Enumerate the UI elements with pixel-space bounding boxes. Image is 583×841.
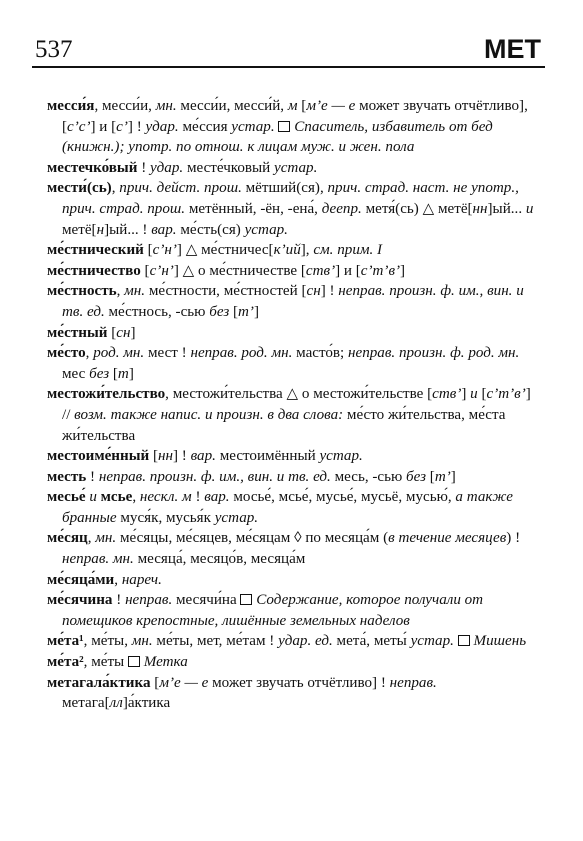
entry-text: муся́к, мусья́к — [116, 509, 215, 526]
grammatical-note: неправ. — [389, 674, 437, 691]
grammatical-note: нн — [472, 200, 488, 217]
dictionary-entry — [47, 261, 541, 282]
entry-text: [ — [150, 674, 160, 691]
headword: месье́ — [47, 489, 86, 506]
entry-text: ]ый... — [487, 200, 526, 217]
entry-text: ] — [253, 303, 259, 320]
grammatical-note: нн — [158, 448, 173, 465]
entry-text: ! — [86, 468, 99, 485]
dictionary-entry — [47, 178, 541, 240]
dictionary-entry — [47, 590, 541, 631]
grammatical-note: а также бранные — [62, 489, 513, 526]
entry-text: масто́в; — [292, 345, 349, 362]
entry-text: [ — [140, 262, 150, 279]
headword: ме́стность — [47, 283, 117, 300]
grammatical-note: удар. — [145, 118, 179, 135]
grammatical-note: мн. — [131, 633, 153, 650]
grammatical-note: неправ. мн. — [62, 551, 134, 568]
grammatical-note: неправ. произн. ф. род. мн. — [348, 345, 520, 362]
grammatical-note: с’т’в’ — [486, 386, 526, 403]
grammatical-note: устар. — [410, 633, 454, 650]
headword: ме́сяц — [47, 530, 88, 547]
grammatical-note: с’н’ — [152, 242, 177, 259]
entry-text: ме́ссия — [178, 118, 232, 135]
entry-text: ! — [191, 489, 205, 506]
grammatical-note: удар. — [150, 159, 184, 176]
grammatical-note: устар. — [319, 448, 363, 465]
headword: мсье — [100, 489, 133, 506]
entry-text: ме́ты, мет, ме́там ! — [152, 633, 279, 650]
headword: ме́та¹ — [47, 633, 84, 650]
grammatical-note: Содержание, которое получали от помещиков крепостные, лишённые земельных наделов — [62, 592, 484, 629]
headword: мести́(сь) — [47, 180, 112, 197]
entry-text: ) ! — [506, 530, 521, 547]
grammatical-note: без — [89, 365, 110, 382]
definition-box-icon — [458, 635, 470, 646]
definition-box-icon — [240, 594, 252, 605]
grammatical-note: мн. — [124, 283, 146, 300]
grammatical-note: ств’ — [305, 262, 336, 279]
entry-text: , местожи́тельства △ о местожи́тельстве [ — [165, 386, 433, 403]
entry-text: ме́сто жи́тельства, ме́ста жи́тельства — [62, 406, 506, 444]
grammatical-note: мн. — [95, 530, 117, 547]
grammatical-note: м’е — е — [306, 98, 356, 114]
entry-text: местоимённый — [215, 448, 320, 465]
entry-text: [ — [426, 468, 435, 485]
entry-text: [ — [107, 324, 117, 341]
entry-text: , — [85, 345, 94, 362]
grammatical-note: вар. — [204, 489, 230, 506]
entry-text: , — [111, 180, 120, 197]
entry-text: ! — [137, 159, 150, 176]
headword: ме́стнический — [47, 242, 144, 259]
entry-text: ме́сть(ся) — [176, 221, 245, 238]
headword: месси́я — [47, 98, 95, 114]
entry-text: ] — [400, 262, 406, 279]
headword: ме́сто — [47, 345, 86, 362]
entry-text: ме́стнось, -сью — [104, 303, 210, 320]
grammatical-note: сн — [306, 283, 321, 300]
entry-text: месь, -сью — [330, 468, 407, 485]
grammatical-note: устар. — [274, 159, 318, 176]
grammatical-note: с’т’в’ — [360, 262, 401, 279]
headword: метагала́ктика — [47, 674, 151, 691]
grammatical-note: устар. — [214, 509, 259, 526]
grammatical-note: нескл. м — [139, 489, 192, 506]
entry-text: мётший(ся), — [241, 180, 328, 197]
dictionary-entry — [47, 467, 541, 488]
entry-text: , ме́ты — [83, 654, 128, 671]
entry-text: ] — [130, 324, 136, 341]
dictionary-entry — [47, 281, 541, 322]
grammatical-note: т’ — [434, 468, 451, 485]
grammatical-note: н — [96, 221, 105, 238]
entry-text: , ме́ты, — [83, 633, 132, 650]
headword: ме́сячина — [47, 592, 113, 609]
dictionary-entry — [47, 528, 541, 569]
header-rule — [32, 66, 545, 68]
entry-text: ] △ ме́стничес[ — [176, 242, 274, 259]
grammatical-note: м — [287, 98, 298, 114]
entry-text: , месси́и, — [94, 98, 156, 114]
grammatical-note: неправ. произн. ф. им., вин. и тв. ед. — [62, 283, 524, 320]
grammatical-note: Мишень — [473, 633, 527, 650]
entry-text: ] — [450, 468, 456, 485]
grammatical-note: неправ. род. мн. — [190, 345, 293, 362]
dictionary-entry — [47, 570, 541, 591]
dictionary-entry — [47, 384, 541, 446]
grammatical-note: и — [470, 386, 478, 403]
grammatical-note: дееnр. — [321, 200, 362, 217]
entry-text: ме́стности, ме́стностей [ — [145, 283, 307, 300]
grammatical-note: вар. — [151, 221, 177, 238]
grammatical-note: с’ — [116, 118, 128, 135]
grammatical-note: в течение месяцев — [388, 530, 507, 547]
grammatical-note: прич. страд. наст. не употр., прич. страд. прош. — [62, 180, 519, 217]
grammatical-note: мн. — [155, 98, 177, 114]
entry-text: , — [114, 571, 122, 588]
grammatical-note: с’с’ — [67, 118, 91, 135]
entry-text: метё[ — [62, 221, 97, 238]
grammatical-note: к’ий — [273, 242, 301, 259]
entry-text: ме́сяцы, ме́сяцев, ме́сяцам ◊ по месяца́м ( — [116, 530, 389, 547]
entry-text: [ — [149, 448, 158, 465]
headword: ме́та² — [47, 654, 84, 671]
dictionary-entries — [47, 96, 541, 714]
entry-text: , — [87, 530, 96, 547]
grammatical-note: сн — [116, 324, 131, 341]
entry-text: ] — [461, 386, 471, 403]
entry-text: ] — [128, 365, 134, 382]
dictionary-entry — [47, 96, 541, 158]
headword: местожи́тельство — [47, 386, 166, 403]
entry-text: метя́(сь) △ метё[ — [361, 200, 473, 217]
grammatical-note: м’е — е — [159, 674, 209, 691]
grammatical-note: и — [89, 489, 97, 506]
entry-text: [ — [229, 303, 239, 320]
entry-text: [ — [143, 242, 153, 259]
headword: местоиме́нный — [47, 448, 150, 465]
grammatical-note: удар. ед. — [278, 633, 333, 650]
entry-text: может звучать отчётливо], [ — [62, 98, 528, 135]
grammatical-note: т — [117, 365, 129, 382]
entry-text: ] и [ — [90, 118, 117, 135]
grammatical-note: нареч. — [121, 571, 162, 588]
headword: ме́сяца́ми — [47, 571, 115, 588]
dictionary-entry — [47, 631, 541, 652]
entry-text: мес — [62, 365, 90, 382]
dictionary-entry — [47, 343, 541, 384]
entry-text: ]а́ктика — [122, 695, 171, 712]
grammatical-note: без — [406, 468, 427, 485]
running-head: МЕТ — [484, 34, 541, 64]
entry-text: метённый, -ён, -ена́, — [185, 200, 322, 217]
entry-text: месячи́на — [172, 592, 241, 609]
headword: ме́стный — [47, 324, 108, 341]
dictionary-entry — [47, 158, 541, 179]
dictionary-entry — [47, 487, 541, 528]
grammatical-note: Спаситель, избавитель от бед (книжн.); употр. по отнош. к лицам муж. и жен. пола — [62, 118, 493, 156]
entry-text: ] △ о ме́стничестве [ — [173, 262, 306, 279]
dictionary-entry — [47, 673, 541, 714]
grammatical-note: ств’ — [432, 386, 462, 403]
grammatical-note: без — [209, 303, 230, 320]
grammatical-note: неправ. — [125, 592, 173, 609]
grammatical-note: возм. также напис. и произн. в два слова: — [74, 406, 344, 423]
entry-text: месси́и, месси́й, — [176, 98, 288, 114]
entry-text: , — [116, 283, 125, 300]
grammatical-note: род. мн. — [93, 345, 145, 362]
entry-text: мета́, меты́ — [332, 633, 411, 650]
grammatical-note: с’н’ — [149, 262, 174, 279]
entry-text: месте́чковый — [183, 159, 275, 176]
grammatical-note: прич. дейст. прош. — [119, 180, 242, 197]
grammatical-note: см. прим. I — [313, 242, 383, 259]
dictionary-entry — [47, 652, 541, 673]
entry-text: метага[ — [62, 695, 110, 712]
grammatical-note: вар. — [190, 448, 216, 465]
headword: ме́стничество — [47, 262, 141, 279]
dictionary-entry — [47, 240, 541, 261]
grammatical-note: и — [525, 200, 534, 217]
entry-text: [ — [297, 98, 307, 114]
grammatical-note: Метка — [143, 654, 188, 671]
entry-text: мосье́, мсье́, мусье́, мусьё, мусью́, — [229, 489, 456, 506]
headword: местечко́вый — [47, 159, 138, 176]
entry-text: ] ! — [172, 448, 191, 465]
grammatical-note: т’ — [238, 303, 254, 320]
dictionary-entry — [47, 323, 541, 344]
entry-text: ! — [112, 592, 126, 609]
entry-text: ] и [ — [335, 262, 361, 279]
entry-text: мест ! — [144, 345, 191, 362]
entry-text: [ — [109, 365, 118, 382]
dictionary-entry — [47, 446, 541, 467]
entry-text: ], — [300, 242, 314, 259]
definition-box-icon — [278, 121, 290, 132]
entry-text: ] ! — [127, 118, 146, 135]
definition-box-icon — [128, 656, 140, 667]
entry-text: может звучать отчётливо] ! — [208, 674, 390, 691]
entry-text: , — [132, 489, 140, 506]
page-number: 537 — [35, 36, 73, 63]
entry-text: ]ый... ! — [104, 221, 152, 238]
grammatical-note: неправ. произн. ф. им., вин. и тв. ед. — [98, 468, 331, 485]
grammatical-note: устар. — [231, 118, 275, 135]
entry-text: месяца́, месяцо́в, месяца́м — [133, 551, 306, 568]
grammatical-note: лл — [109, 695, 123, 712]
grammatical-note: устар. — [244, 221, 288, 238]
entry-text: [ — [477, 386, 487, 403]
headword: месть — [47, 468, 87, 485]
entry-text: ] ! — [320, 283, 339, 300]
entry-text: ] // — [62, 386, 531, 423]
